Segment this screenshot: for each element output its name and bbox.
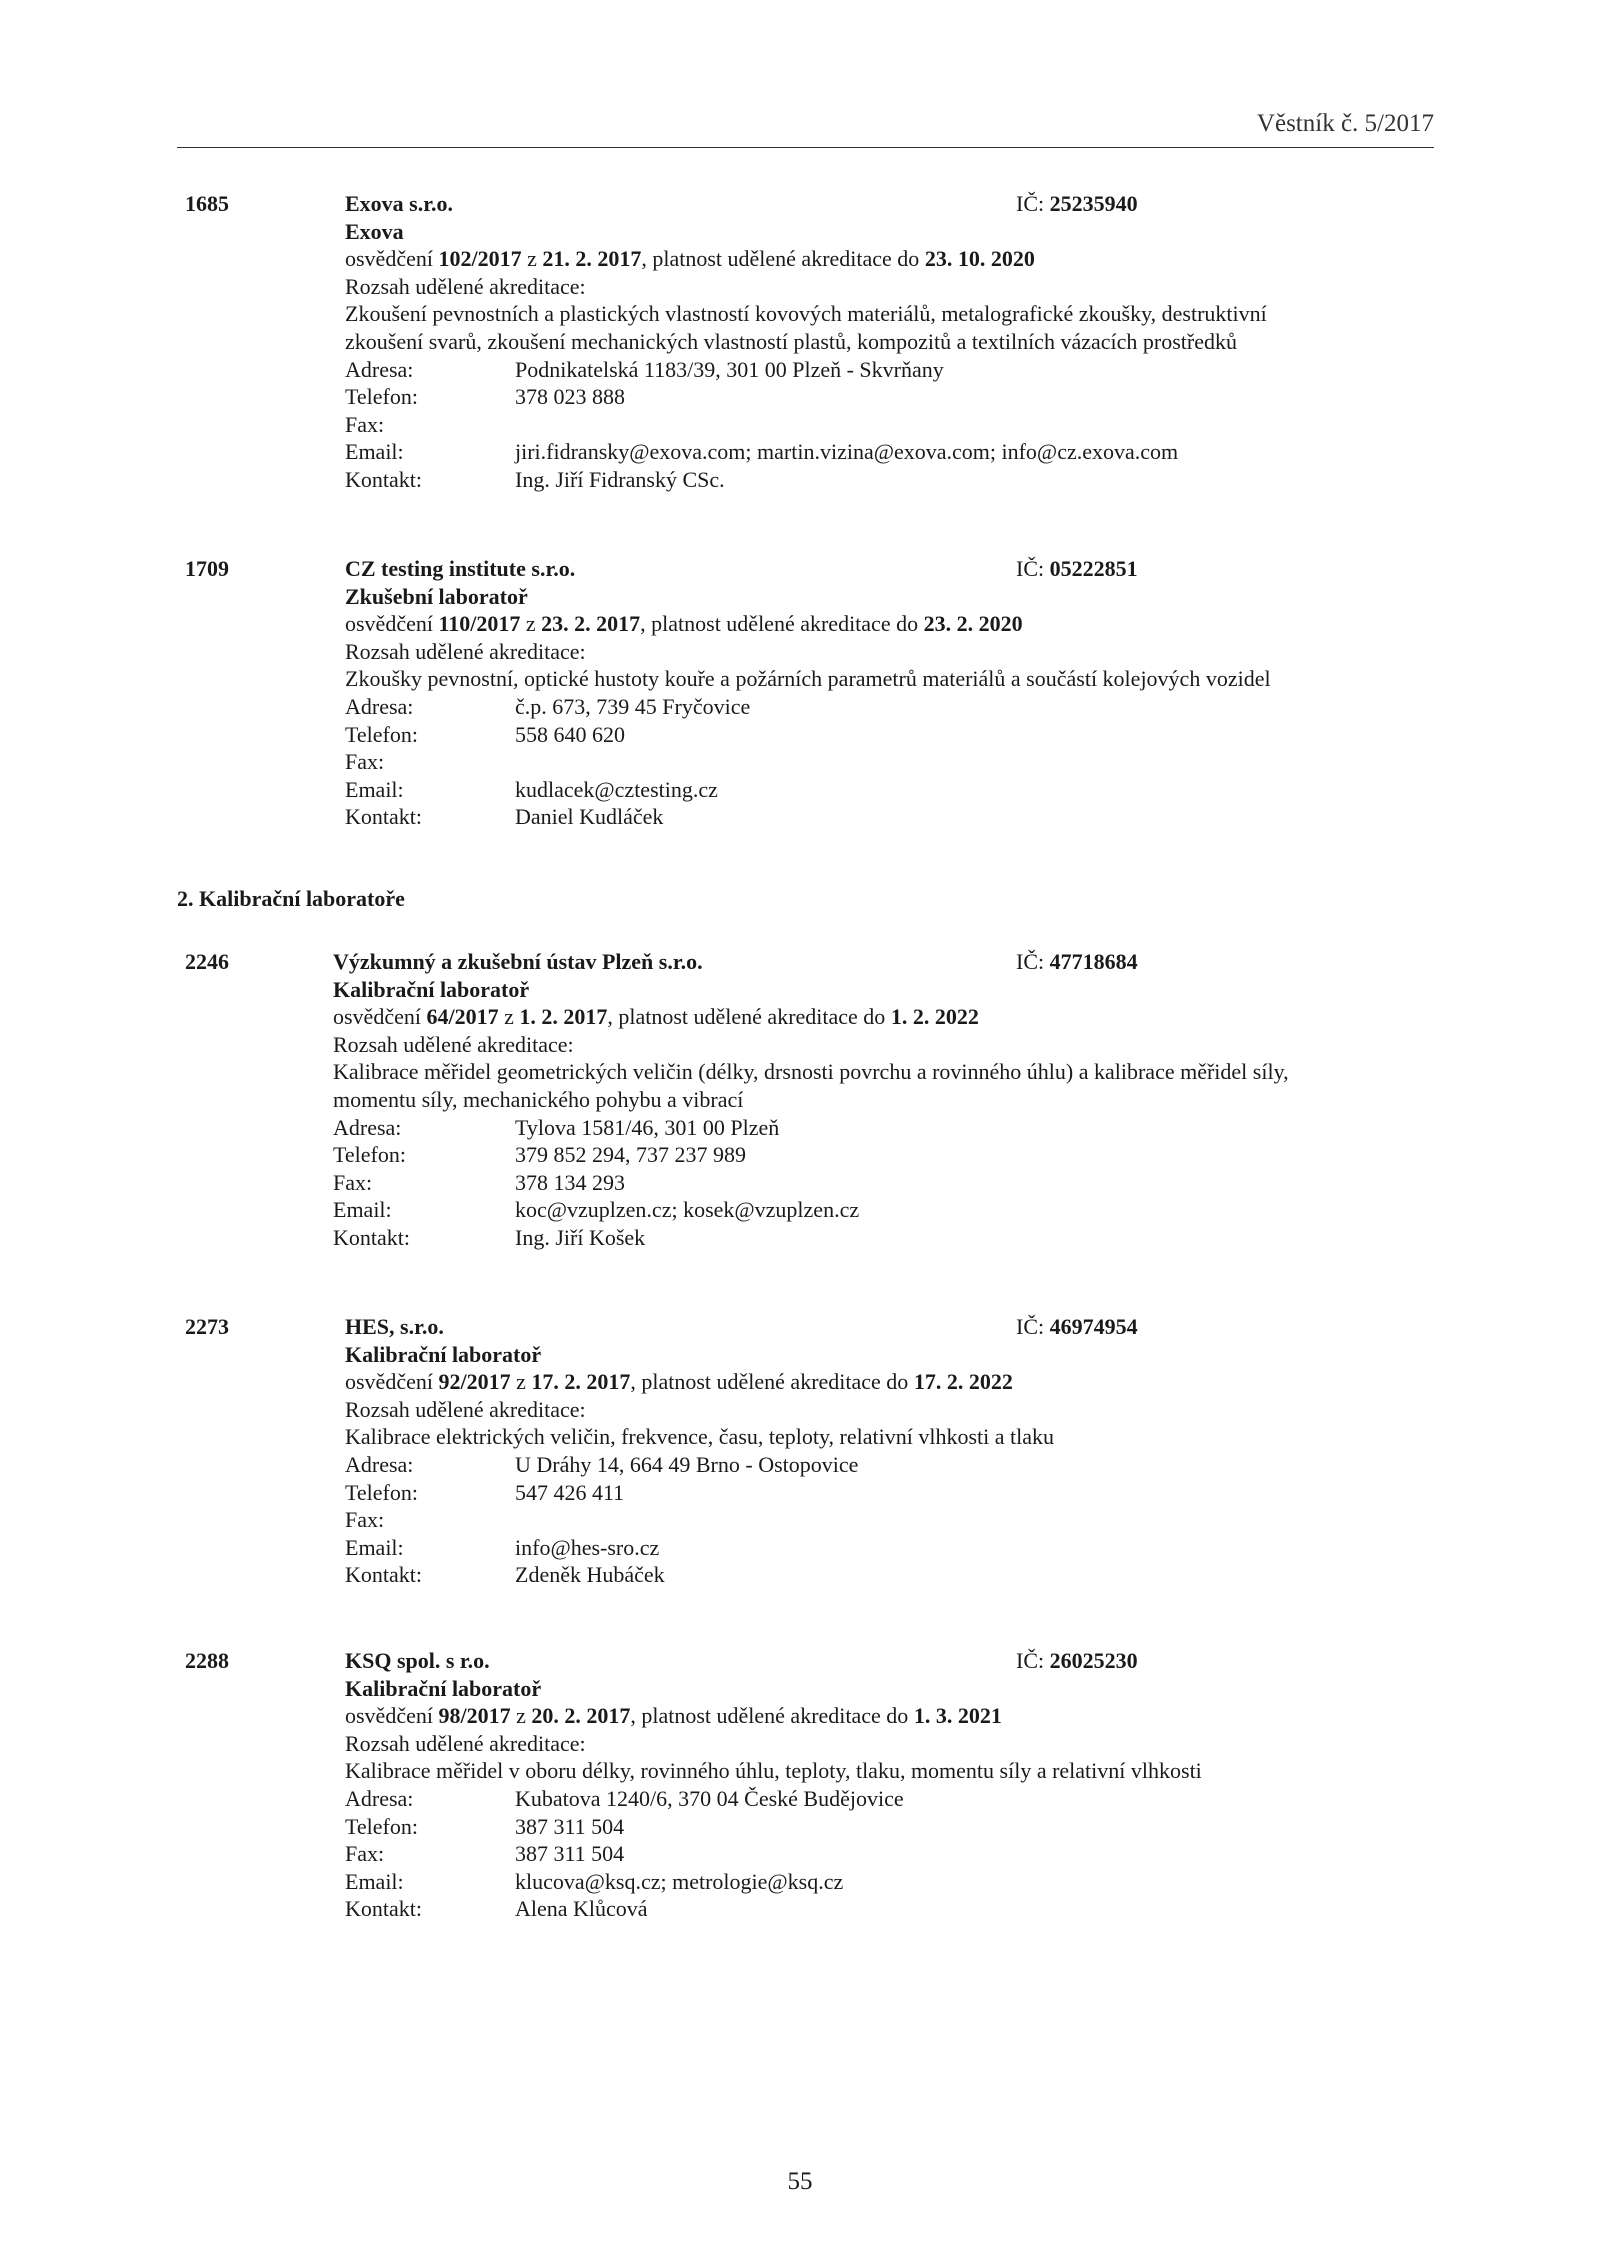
address-row: Adresa: Tylova 1581/46, 301 00 Plzeň	[333, 1114, 780, 1140]
entry-number: 1709	[185, 556, 229, 581]
scope-label: Rozsah udělené akreditace:	[345, 273, 586, 299]
ic-field	[1016, 1313, 1138, 1341]
scope-text: Kalibrace elektrických veličin, frekvence, času, teploty, relativní vlhkosti a tlaku	[345, 1424, 1055, 1450]
contact-row: Kontakt: Ing. Jiří Košek	[333, 1224, 646, 1250]
phone-row: Telefon: 558 640 620	[345, 721, 625, 747]
fax-row: Fax: 378 134 293	[333, 1169, 625, 1195]
fax-row: Fax:	[345, 411, 385, 437]
scope-text: zkoušení svarů, zkoušení mechanických vlastností plastů, kompozitů a textilních vázacích prostředků	[345, 328, 1237, 354]
ic-label: IČ:	[1016, 949, 1050, 974]
contact-value: Ing. Jiří Fidranský CSc.	[515, 466, 725, 492]
phone-value: 387 311 504	[515, 1813, 625, 1839]
address-value: Tylova 1581/46, 301 00 Plzeň	[515, 1114, 780, 1140]
certificate-line: osvědčení 64/2017 z 1. 2. 2017, platnost udělené akreditace do 1. 2. 2022	[333, 1004, 979, 1030]
entry-number: 2246	[185, 949, 229, 974]
email-row: Email: jiri.fidransky@exova.com; martin.vizina@exova.com; info@cz.exova.com	[345, 439, 1179, 465]
email-row: Email: kudlacek@cztesting.cz	[345, 776, 718, 802]
section-heading: 2. Kalibrační laboratoře	[177, 886, 405, 911]
lab-name: Výzkumný a zkušební ústav Plzeň s.r.o.	[333, 949, 703, 974]
address-value: Podnikatelská 1183/39, 301 00 Plzeň - Skvrňany	[515, 356, 944, 382]
email-value: kudlacek@cztesting.cz	[515, 776, 718, 802]
entry-number: 2273	[185, 1314, 229, 1339]
address-row: Adresa: Podnikatelská 1183/39, 301 00 Plzeň - Skvrňany	[345, 356, 944, 382]
phone-row: Telefon: 378 023 888	[345, 384, 625, 410]
ic-field	[1016, 555, 1138, 583]
ic-label: IČ:	[1016, 556, 1050, 581]
phone-row: Telefon: 547 426 411	[345, 1479, 625, 1505]
ic-field	[1016, 1647, 1138, 1675]
scope-text: momentu síly, mechanického pohybu a vibrací	[333, 1086, 744, 1112]
scope-text: Zkoušení pevnostních a plastických vlastností kovových materiálů, metalografické zkoušky, destruktivní	[345, 301, 1267, 327]
certificate-line: osvědčení 92/2017 z 17. 2. 2017, platnost udělené akreditace do 17. 2. 2022	[345, 1369, 1013, 1395]
lab-type: Kalibrační laboratoř	[333, 976, 530, 1002]
address-value: Kubatova 1240/6, 370 04 České Budějovice	[515, 1785, 904, 1811]
scope-text: Kalibrace měřidel geometrických veličin (délky, drsnosti povrchu a rovinného úhlu) a kalibrace měřidel síly,	[333, 1059, 1289, 1085]
scope-label: Rozsah udělené akreditace:	[345, 1396, 586, 1422]
lab-type: Kalibrační laboratoř	[345, 1341, 542, 1367]
lab-type: Exova	[345, 218, 404, 244]
phone-row: Telefon: 387 311 504	[345, 1813, 625, 1839]
address-row: Adresa: Kubatova 1240/6, 370 04 České Budějovice	[345, 1785, 904, 1811]
scope-text: Kalibrace měřidel v oboru délky, rovinného úhlu, teploty, tlaku, momentu síly a relativní vlhkosti	[345, 1758, 1202, 1784]
contact-value: Daniel Kudláček	[515, 804, 664, 830]
ic-field	[1016, 190, 1138, 218]
address-row: Adresa: U Dráhy 14, 664 49 Brno - Ostopovice	[345, 1451, 859, 1477]
ic-value: 26025230	[1049, 1648, 1138, 1673]
contact-row: Kontakt: Zdeněk Hubáček	[345, 1562, 665, 1588]
ic-value: 05222851	[1049, 556, 1138, 581]
ic-label: IČ:	[1016, 1314, 1050, 1339]
email-row: Email: info@hes-sro.cz	[345, 1534, 660, 1560]
contact-value: Zdeněk Hubáček	[515, 1562, 665, 1588]
scope-text: Zkoušky pevnostní, optické hustoty kouře a požárních parametrů materiálů a součástí kolejových vozidel	[345, 666, 1271, 692]
fax-row: Fax: 387 311 504	[345, 1841, 625, 1867]
contact-row: Kontakt: Alena Klůcová	[345, 1896, 648, 1922]
fax-value: 378 134 293	[515, 1169, 625, 1195]
lab-name: CZ testing institute s.r.o.	[345, 556, 576, 581]
entry-number: 2288	[185, 1648, 229, 1673]
fax-row: Fax:	[345, 749, 385, 775]
email-value: koc@vzuplzen.cz; kosek@vzuplzen.cz	[515, 1197, 860, 1223]
certificate-line: osvědčení 98/2017 z 20. 2. 2017, platnost udělené akreditace do 1. 3. 2021	[345, 1703, 1002, 1729]
ic-field	[1016, 948, 1138, 976]
email-value: info@hes-sro.cz	[515, 1534, 660, 1560]
phone-row: Telefon: 379 852 294, 737 237 989	[333, 1142, 746, 1168]
address-value: č.p. 673, 739 45 Fryčovice	[515, 693, 751, 719]
entry-number: 1685	[185, 191, 229, 216]
ic-value: 47718684	[1049, 949, 1138, 974]
phone-value: 558 640 620	[515, 721, 625, 747]
contact-row: Kontakt: Daniel Kudláček	[345, 804, 664, 830]
fax-row: Fax:	[345, 1507, 385, 1533]
ic-label: IČ:	[1016, 191, 1050, 216]
phone-value: 379 852 294, 737 237 989	[515, 1142, 746, 1168]
lab-type: Zkušební laboratoř	[345, 583, 528, 609]
email-row: Email: klucova@ksq.cz; metrologie@ksq.cz	[345, 1868, 844, 1894]
scope-label: Rozsah udělené akreditace:	[345, 1730, 586, 1756]
contact-value: Ing. Jiří Košek	[515, 1224, 646, 1250]
ic-value: 25235940	[1049, 191, 1138, 216]
scope-label: Rozsah udělené akreditace:	[333, 1031, 574, 1057]
header-divider	[177, 147, 1434, 148]
lab-name: HES, s.r.o.	[345, 1314, 444, 1339]
page-header: Věstník č. 5/2017	[1256, 110, 1434, 137]
certificate-line: osvědčení 110/2017 z 23. 2. 2017, platnost udělené akreditace do 23. 2. 2020	[345, 611, 1023, 637]
phone-value: 378 023 888	[515, 384, 625, 410]
fax-value: 387 311 504	[515, 1841, 625, 1867]
email-value: jiri.fidransky@exova.com; martin.vizina@exova.com; info@cz.exova.com	[515, 439, 1179, 465]
lab-name: Exova s.r.o.	[345, 191, 453, 216]
scope-label: Rozsah udělené akreditace:	[345, 638, 586, 664]
contact-row: Kontakt: Ing. Jiří Fidranský CSc.	[345, 466, 725, 492]
address-value: U Dráhy 14, 664 49 Brno - Ostopovice	[515, 1451, 859, 1477]
ic-label: IČ:	[1016, 1648, 1050, 1673]
ic-value: 46974954	[1049, 1314, 1138, 1339]
certificate-line: osvědčení 102/2017 z 21. 2. 2017, platnost udělené akreditace do 23. 10. 2020	[345, 246, 1035, 272]
page-number: 55	[787, 2168, 813, 2195]
email-row: Email: koc@vzuplzen.cz; kosek@vzuplzen.cz	[333, 1197, 860, 1223]
address-row: Adresa: č.p. 673, 739 45 Fryčovice	[345, 693, 751, 719]
email-value: klucova@ksq.cz; metrologie@ksq.cz	[515, 1868, 844, 1894]
lab-type: Kalibrační laboratoř	[345, 1675, 542, 1701]
contact-value: Alena Klůcová	[515, 1896, 648, 1922]
lab-name: KSQ spol. s r.o.	[345, 1648, 490, 1673]
phone-value: 547 426 411	[515, 1479, 625, 1505]
